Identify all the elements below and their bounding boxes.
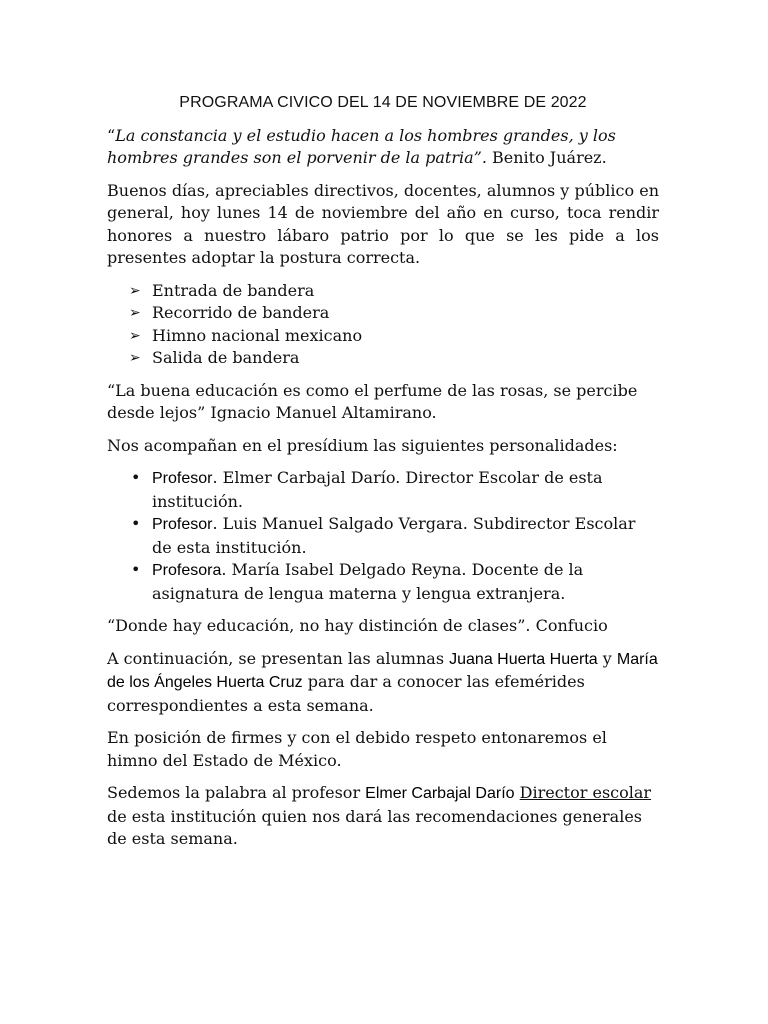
quote-altamirano: “La buena educación es como el perfume de las rosas, se percibe desde lejos” Ignacio Manuel Altamirano. xyxy=(107,380,638,422)
director-role: Director escolar xyxy=(519,783,652,802)
presidium-text: . Luis Manuel Salgado Vergara. Subdirector Escolar de esta institución. xyxy=(152,514,636,557)
bullet-icon: • xyxy=(131,468,141,487)
presidium-role: Profesor xyxy=(152,516,213,533)
list-item xyxy=(107,513,659,559)
list-item: ➢ Entrada de bandera xyxy=(107,280,659,303)
quote-benito-juarez xyxy=(107,125,659,170)
document-title: PROGRAMA CIVICO DEL 14 DE NOVIEMBRE DE 2022 xyxy=(179,94,587,111)
list-item xyxy=(107,559,659,605)
quote-confucio: “Donde hay educación, no hay distinción de clases”. Confucio xyxy=(107,616,608,635)
efemerides-paragraph: A continuación, se presentan las alumnas Juana Huerta Huerta y María de los Ángeles Huerta Cruz para dar a conocer las efemérides correspondientes a esta semana. xyxy=(107,648,658,715)
presidium-text: . Elmer Carbajal Darío. Director Escolar de esta institución. xyxy=(152,468,603,511)
bullet-icon: • xyxy=(131,514,141,533)
presidium-intro: Nos acompañan en el presídium las siguientes personalidades: xyxy=(107,435,618,455)
arrowhead-icon: ➢ xyxy=(129,305,141,321)
ceremony-steps-list xyxy=(107,280,659,370)
quote-author: Benito Juárez. xyxy=(486,148,607,167)
document-page xyxy=(107,92,659,861)
list-item: ➢ Salida de bandera xyxy=(107,347,659,370)
arrowhead-icon: ➢ xyxy=(129,350,141,366)
list-item: ➢ Recorrido de bandera xyxy=(107,302,659,325)
arrowhead-icon: ➢ xyxy=(129,282,141,299)
arrowhead-icon: ➢ xyxy=(129,327,141,344)
student-name: Juana Huerta Huerta xyxy=(449,650,598,668)
presidium-text: . María Isabel Delgado Reyna. Docente de la asignatura de lengua materna y lengua extranjera. xyxy=(152,560,584,603)
presidium-role: Profesora xyxy=(152,562,222,579)
closing-paragraph: Sedemos la palabra al profesor Elmer Carbajal Darío Director escolar de esta institución quien nos dará las recomendaciones generales de esta semana. xyxy=(107,783,652,848)
bullet-icon: • xyxy=(131,560,141,579)
intro-paragraph: Buenos días, apreciables directivos, docentes, alumnos y público en general, hoy lunes 14 de noviembre del año en curso, toca rendir honores a nuestro lábaro patrio por lo que se les pide a los presentes adoptar la postura correcta. xyxy=(107,180,659,267)
quote-open-mark: “ xyxy=(107,125,116,145)
list-item: ➢ Himno nacional mexicano xyxy=(107,325,659,348)
director-name: Elmer Carbajal Darío xyxy=(365,785,515,802)
list-item xyxy=(107,467,659,513)
presidium-list xyxy=(107,467,659,605)
presidium-role: Profesor xyxy=(152,470,213,487)
himno-estado-paragraph: En posición de firmes y con el debido respeto entonaremos el himno del Estado de México. xyxy=(107,728,607,770)
student-name: María de los Ángeles Huerta Cruz xyxy=(107,650,658,691)
quote-text: La constancia y el estudio hacen a los hombres grandes, y los hombres grandes son el porvenir de la patria”. xyxy=(107,125,616,167)
